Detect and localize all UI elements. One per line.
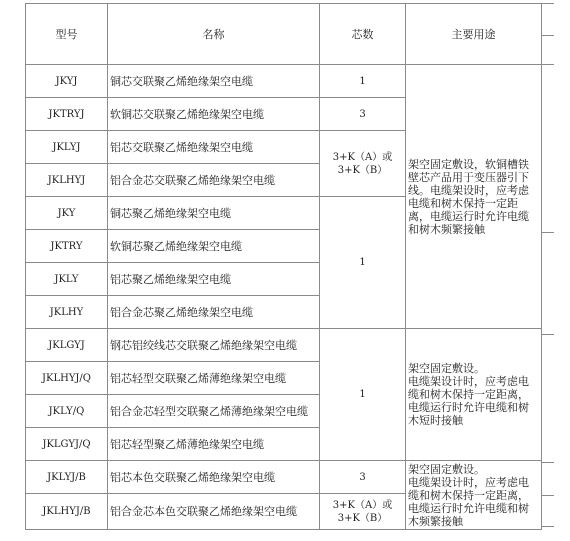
name-cell: 铝合金芯本色交联聚乙烯绝缘架空电缆 (108, 494, 320, 530)
divider (541, 3, 542, 527)
table-row (26, 65, 542, 98)
right-edge-column (541, 3, 554, 527)
model-cell: JKLHYJ/B (26, 494, 108, 530)
usage-text: 架空固定敷设。 电缆架设计时，应考虑电 缆和树木保持一定距离， 电缆运行时允许电缆和树 木短时接触 (408, 362, 529, 427)
divider (541, 334, 554, 335)
model-cell: JKLHY (26, 296, 108, 329)
model-cell: JKTRY (26, 230, 108, 263)
usage-text: 架空固定敷设，软铜槽铁 壁芯产品用于变压器引下 线。电缆架设时，应考虑 电缆和树木保持一定距 离，电缆运行时允许电缆 和树木频繁接触 (408, 157, 529, 236)
name-cell: 铝芯轻型交联聚乙烯薄绝缘架空电缆 (108, 362, 320, 395)
model-cell: JKLGYJ (26, 329, 108, 362)
name-cell: 铝合金芯轻型交联聚乙烯薄绝缘架空电缆 (108, 395, 320, 428)
header-usage: 主要用途 (406, 4, 542, 65)
model-cell: JKLHYJ/Q (26, 362, 108, 395)
cores-text: 3+K（A）或 3+K（B） (332, 499, 393, 524)
name-cell: 铝芯轻型聚乙烯薄绝缘架空电缆 (108, 428, 320, 461)
header-name: 名称 (108, 4, 320, 65)
model-cell: JKLYJ/B (26, 461, 108, 494)
model-cell: JKY (26, 197, 108, 230)
usage-cell (406, 65, 542, 329)
model-cell: JKTRYJ (26, 98, 108, 131)
header-cores: 芯数 (320, 4, 406, 65)
model-cell: JKLY (26, 263, 108, 296)
name-cell: 铝芯聚乙烯绝缘架空电缆 (108, 263, 320, 296)
name-cell: 钢芯铝绞线芯交联聚乙烯绝缘架空电缆 (108, 329, 320, 362)
header-model: 型号 (26, 4, 108, 65)
name-cell: 软铜芯交联聚乙烯绝缘架空电缆 (108, 98, 320, 131)
divider (541, 526, 554, 527)
usage-cell (406, 461, 542, 530)
model-cell: JKLGYJ/Q (26, 428, 108, 461)
usage-text: 架空固定敷设。 电缆架设计时，应考虑电 缆和树木保持一定距离， 电缆运行时允许电缆和树 木频繁接触 (408, 462, 529, 528)
table-row (26, 461, 542, 494)
name-cell: 铝芯交联聚乙烯绝缘架空电缆 (108, 131, 320, 164)
name-cell: 铜芯聚乙烯绝缘架空电缆 (108, 197, 320, 230)
cores-cell: 1 (320, 65, 406, 98)
name-cell: 铝芯本色交联聚乙烯绝缘架空电缆 (108, 461, 320, 494)
header-row (26, 4, 542, 65)
table-row (26, 329, 542, 362)
cores-cell: 1 (320, 329, 406, 461)
cores-cell (320, 131, 406, 197)
name-cell: 铝合金芯交联聚乙烯绝缘架空电缆 (108, 164, 320, 197)
model-cell: JKLHYJ (26, 164, 108, 197)
name-cell: 铝合金芯聚乙烯绝缘架空电缆 (108, 296, 320, 329)
model-cell: JKLYJ (26, 131, 108, 164)
name-cell: 铜芯交联聚乙烯绝缘架空电缆 (108, 65, 320, 98)
model-cell: JKLY/Q (26, 395, 108, 428)
divider (541, 35, 554, 36)
cores-text: 3+K（A）或 3+K（B） (332, 151, 393, 176)
divider (541, 64, 554, 65)
model-cell: JKYJ (26, 65, 108, 98)
divider (541, 462, 554, 463)
cores-cell: 3 (320, 461, 406, 494)
divider (541, 3, 554, 4)
cores-cell (320, 494, 406, 530)
usage-cell (406, 329, 542, 461)
cores-cell: 3 (320, 98, 406, 131)
divider (541, 495, 554, 496)
divider (541, 232, 554, 233)
cable-spec-table (25, 3, 542, 530)
cores-cell: 1 (320, 197, 406, 329)
name-cell: 软铜芯聚乙烯绝缘架空电缆 (108, 230, 320, 263)
